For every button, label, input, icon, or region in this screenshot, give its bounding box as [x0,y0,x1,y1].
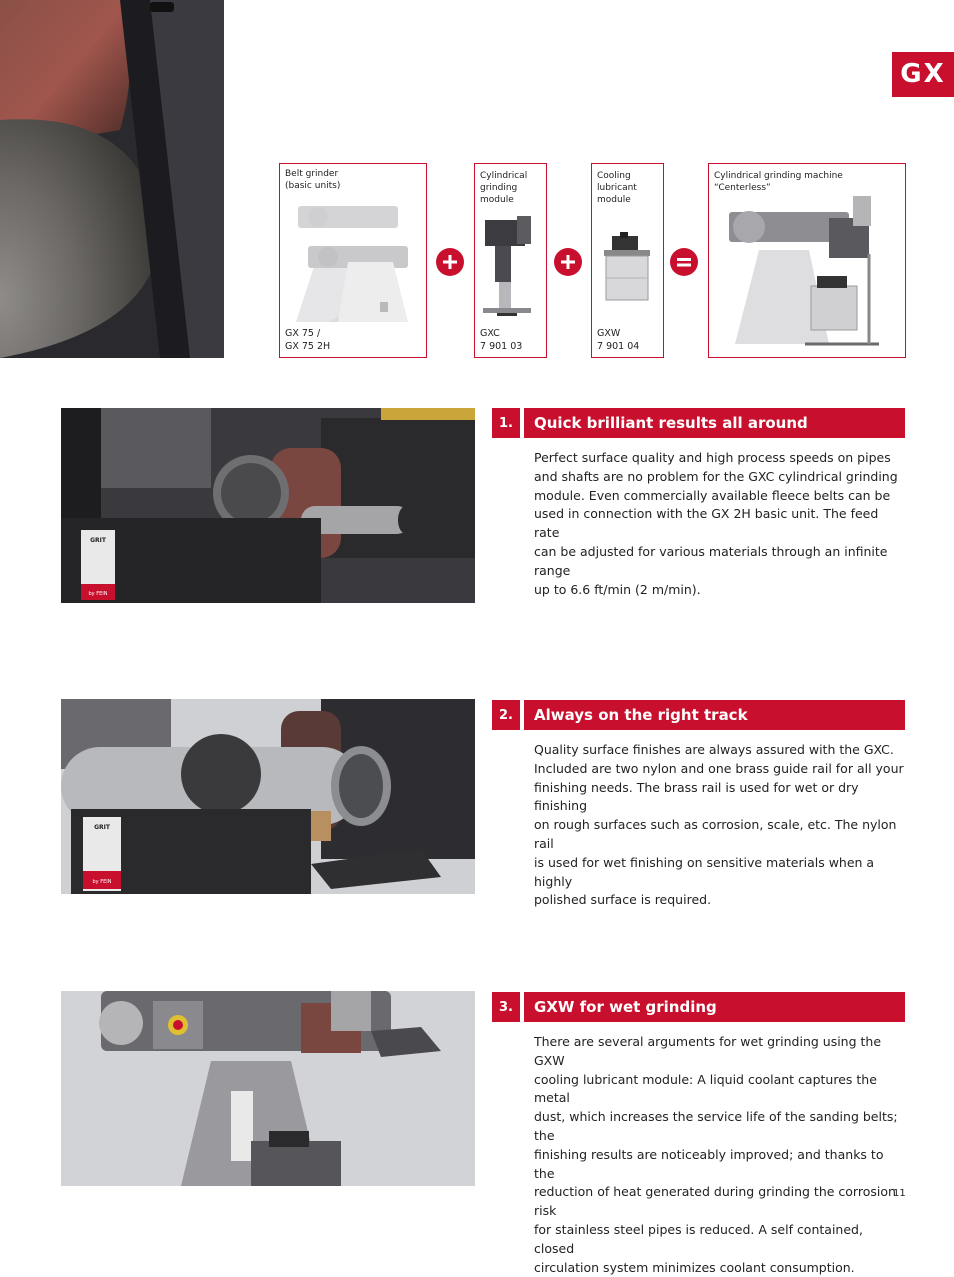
module-code [285,327,330,353]
module-label-line: Cylindrical grinding machine [714,171,843,181]
grit-label: GRIT [90,537,106,544]
module-label-line: Belt grinder [285,169,339,179]
section-3-body [534,1033,906,1277]
body-line: module. Even commercially available fleece belts can be [534,487,891,503]
hero-photo [0,0,224,358]
module-cooling-lubricant [591,163,664,358]
equals-icon [670,248,698,276]
section-1-photo [61,408,475,603]
module-label-line: Cylindrical [480,171,528,181]
grit-label: GRIT [94,824,110,831]
module-label-line: (basic units) [285,181,341,191]
module-code-line: GX 75 / [285,328,321,339]
fein-label: by FEIN [88,591,108,597]
body-line: There are several arguments for wet grinding using the GXW [534,1034,882,1068]
cooling-module-image [598,232,658,322]
section-1-number: 1. [492,408,520,438]
module-label-line: Cooling [597,171,631,181]
body-line: dust, which increases the service life of the sanding belts; the [534,1109,898,1143]
page-number: 11 [893,1188,906,1199]
photo-graphic [61,408,475,603]
module-code [480,327,522,353]
body-line: reduction of heat generated during grinding the corrosion risk [534,1184,896,1219]
module-belt-grinder [279,163,427,358]
cylindrical-module-image [477,212,545,324]
module-code-line: GX 75 2H [285,341,331,352]
module-label-line: module [480,195,514,205]
module-cylindrical-grinding [474,163,547,358]
module-label [597,170,637,206]
module-label [285,168,340,192]
module-code [597,327,639,353]
body-line: cooling lubricant module: A liquid coolant captures the metal [534,1071,877,1106]
module-label-line: lubricant [597,183,637,193]
body-line: and shafts are no problem for the GXC cylindrical grinding [534,468,898,484]
fein-label: by FEIN [92,879,112,885]
module-label [714,170,843,194]
body-line: on rough surfaces such as corrosion, scale, etc. The nylon rail [534,817,897,851]
module-label-line: “Centerless” [714,183,771,193]
photo-graphic [61,699,475,894]
body-line: up to 6.6 ft/min (2 m/min). [534,581,701,597]
section-3-number: 3. [492,992,520,1022]
section-2-body [534,741,906,910]
hero-photo-graphic [0,0,224,358]
photo-graphic [61,991,475,1186]
body-line: for stainless steel pipes is reduced. A self contained, closed [534,1221,863,1256]
module-label [480,170,527,206]
module-code-line: 7 901 03 [480,341,523,352]
body-line: polished surface is required. [534,892,712,908]
section-2-photo [61,699,475,894]
module-centerless-machine [708,163,906,358]
section-1-title: Quick brilliant results all around [524,408,905,438]
body-line: finishing results are noticeably improved; and thanks to the [534,1146,884,1181]
module-code-line: GXW [597,328,621,339]
plus-icon [436,248,464,276]
body-line: used in connection with the GX 2H basic unit. The feed rate [534,506,879,541]
section-2-title: Always on the right track [524,700,905,730]
module-code-line: 7 901 04 [597,341,640,352]
body-line: can be adjusted for various materials through an infinite range [534,543,888,578]
section-2-number: 2. [492,700,520,730]
section-3-photo [61,991,475,1186]
body-line: circulation system minimizes coolant consumption. [534,1259,855,1275]
body-line: Perfect surface quality and high process speeds on pipes [534,450,891,465]
product-badge: GX [892,52,954,97]
body-line: Included are two nylon and one brass guide rail for all your [534,760,904,776]
body-line: Quality surface finishes are always assured with the GXC. [534,742,894,757]
belt-grinder-image [288,194,420,324]
body-line: is used for wet finishing on sensitive materials when a highly [534,854,875,889]
plus-icon [554,248,582,276]
module-label-line: grinding [480,183,518,193]
centerless-machine-image [719,194,899,354]
module-code-line: GXC [480,328,500,339]
section-1-body [534,449,906,599]
body-line: finishing needs. The brass rail is used for wet or dry finishing [534,779,859,814]
section-3-title: GXW for wet grinding [524,992,905,1022]
module-label-line: module [597,195,631,205]
